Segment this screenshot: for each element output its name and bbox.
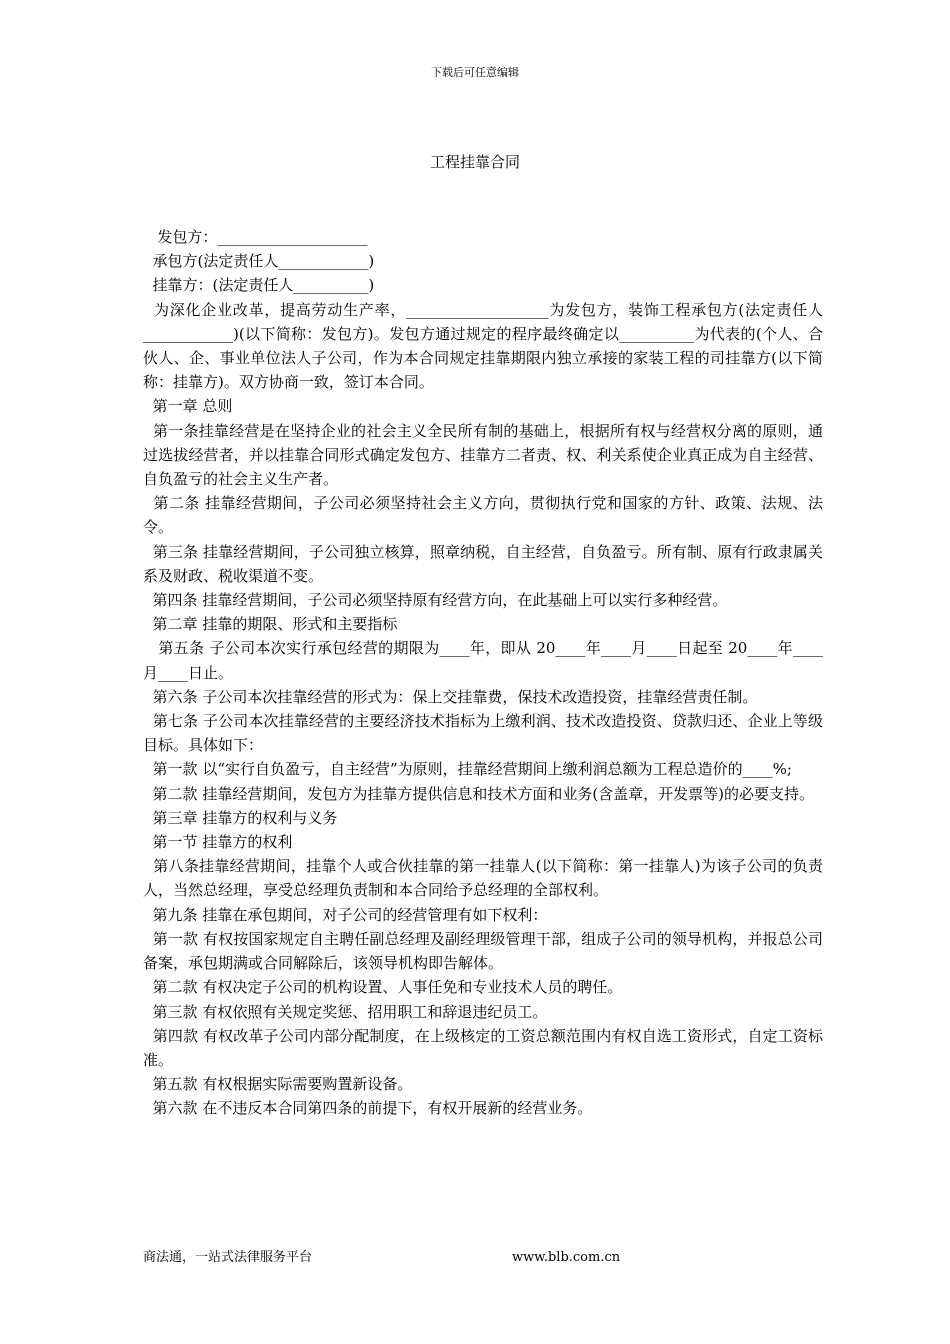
contract-paragraph: 第六款 在不违反本合同第四条的前提下，有权开展新的经营业务。 [143, 1099, 593, 1118]
contract-paragraph: 第一节 挂靠方的权利 [143, 833, 293, 852]
contract-paragraph: 第五款 有权根据实际需要购置新设备。 [143, 1075, 413, 1094]
contract-paragraph: 挂靠方：(法定责任人__________) [143, 276, 375, 295]
contract-paragraph: 承包方(法定责任人____________) [143, 252, 375, 271]
contract-paragraph: 第一章 总则 [143, 397, 233, 416]
contract-paragraph: 第八条挂靠经营期间，挂靠个人或合伙挂靠的第一挂靠人(以下简称：第一挂靠人)为该子公司的负责人，当然总经理，享受总经理负责制和本合同给予总经理的全部权利。 [143, 857, 823, 900]
contract-paragraph: 为深化企业改革，提高劳动生产率，___________________为发包方，装饰工程承包方(法定责任人____________)(以下简称：发包方)。发包方通过规定的程序最终确定以__________为代表的(个人、合伙人、企、事业单位法人子公司，作为本合同规定挂靠期限内独立承接的家装工程的司挂靠方(以下简称：挂靠方)。双方协商一致，签订本合同。 [143, 300, 823, 392]
contract-paragraph: 第六条 子公司本次挂靠经营的形式为：保上交挂靠费，保技术改造投资，挂靠经营责任制。 [143, 687, 758, 706]
contract-paragraph: 第一款 以“实行自负盈亏，自主经营”为原则，挂靠经营期间上缴利润总额为工程总造价的____%; [143, 760, 792, 779]
footer-website: www.blb.com.cn [512, 1250, 621, 1265]
contract-paragraph: 第四条 挂靠经营期间，子公司必须坚持原有经营方向，在此基础上可以实行多种经营。 [143, 591, 728, 610]
contract-paragraph: 第四款 有权改革子公司内部分配制度，在上级核定的工资总额范围内有权自选工资形式，自定工资标准。 [143, 1026, 823, 1069]
contract-paragraph: 第七条 子公司本次挂靠经营的主要经济技术指标为上缴利润、技术改造投资、贷款归还、企业上等级目标。具体如下： [143, 712, 823, 755]
contract-paragraph: 第二款 挂靠经营期间，发包方为挂靠方提供信息和技术方面和业务(含盖章，开发票等)的必要支持。 [143, 784, 815, 803]
contract-paragraph: 发包方：____________________ [143, 228, 368, 246]
contract-paragraph: 第三款 有权依照有关规定奖惩、招用职工和辞退违纪员工。 [143, 1002, 548, 1021]
contract-paragraph: 第三条 挂靠经营期间，子公司独立核算，照章纳税，自主经营，自负盈亏。所有制、原有行政隶属关系及财政、税收渠道不变。 [143, 542, 823, 585]
contract-paragraph: 第二章 挂靠的期限、形式和主要指标 [143, 615, 398, 634]
contract-paragraph: 第一款 有权按国家规定自主聘任副总经理及副经理级管理干部，组成子公司的领导机构，并报总公司备案，承包期满或合同解除后，该领导机构即告解体。 [143, 929, 823, 973]
contract-paragraph: 第二条 挂靠经营期间，子公司必须坚持社会主义方向，贯彻执行党和国家的方针、政策、法规、法令。 [143, 494, 823, 537]
footer-platform-name: 商法通，一站式法律服务平台 [143, 1250, 313, 1265]
contract-body [143, 225, 823, 1121]
contract-paragraph: 第九条 挂靠在承包期间，对子公司的经营管理有如下权利： [143, 905, 548, 924]
document-title: 工程挂靠合同 [429, 153, 520, 171]
contract-paragraph: 第二款 有权决定子公司的机构设置、人事任免和专业技术人员的聘任。 [143, 978, 623, 997]
contract-paragraph: 第五条 子公司本次实行承包经营的期限为____年，即从 20____年____月____日起至 20____年____月____日止。 [143, 639, 823, 682]
contract-paragraph: 第三章 挂靠方的权利与义务 [143, 808, 338, 827]
contract-paragraph: 第一条挂靠经营是在坚持企业的社会主义全民所有制的基础上，根据所有权与经营权分离的原则，通过选拔经营者，并以挂靠合同形式确定发包方、挂靠方二者责、权、利关系使企业真正成为自主经营、自负盈亏的社会主义生产者。 [143, 421, 823, 489]
header-note: 下载后可任意编辑 [431, 66, 519, 79]
